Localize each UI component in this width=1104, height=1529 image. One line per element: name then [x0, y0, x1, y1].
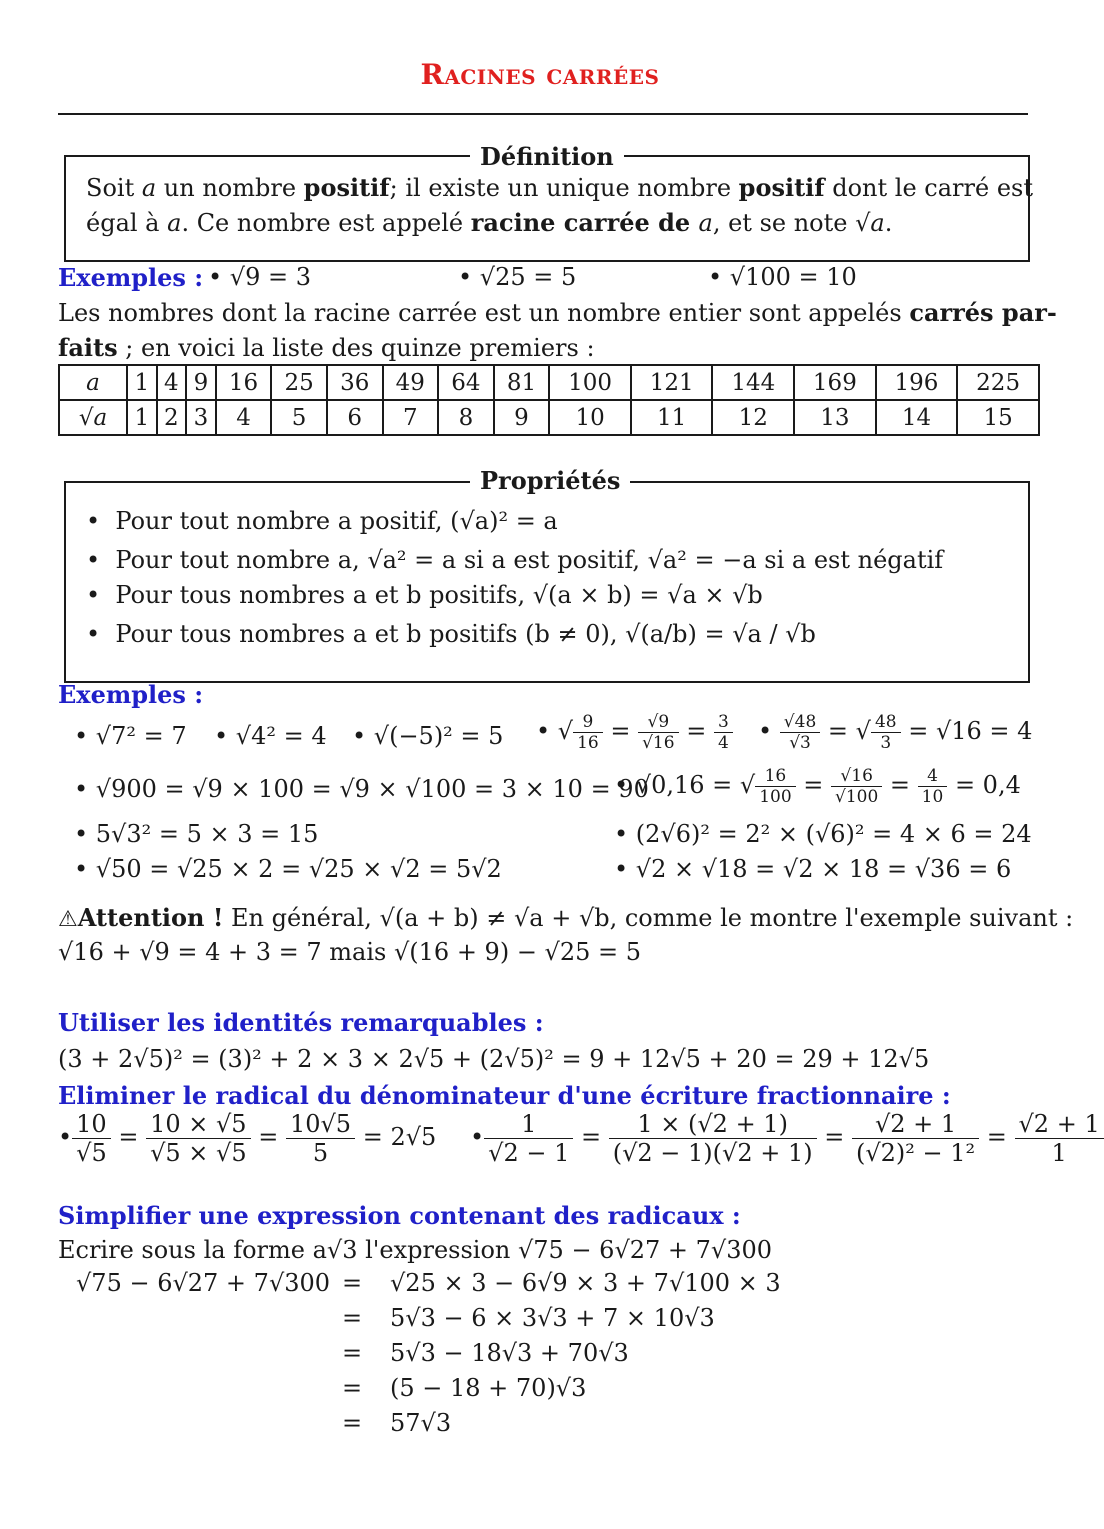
- properties-heading: Propriétés: [470, 466, 630, 495]
- page-title: Racines carrées: [420, 58, 660, 91]
- property-1: • Pour tout nombre a positif, (√a)² = a: [86, 507, 558, 535]
- example-row-1: • √7² = 7: [74, 722, 187, 750]
- table-row: a 1 4 9 16 25 36 49 64 81 100 121 144 169 196 225: [59, 365, 1039, 400]
- property-4: • Pour tous nombres a et b positifs (b ≠ 0), √(a/b) = √a / √b: [86, 620, 816, 648]
- perfect-squares-text-1: Les nombres dont la racine carrée est un nombre entier sont appelés carrés par-: [58, 298, 1057, 327]
- example-row-2-right: • √0,16 = √ $\frac{16}{100}$ = $\frac{√16}{√100}$ = $\frac{4}{10}$ = 0,4: [614, 766, 1021, 807]
- title-rule: [58, 113, 1028, 115]
- simplify-intro: Ecrire sous la forme a√3 l'expression √75 − 6√27 + 7√300: [58, 1236, 773, 1264]
- definition-line-1: Soit a un nombre positif; il existe un unique nombre positif dont le carré est: [86, 173, 1033, 202]
- warning-icon: ⚠: [58, 907, 78, 932]
- simplify-eq-5: =: [342, 1409, 363, 1437]
- attention-line-2: √16 + √9 = 4 + 3 = 7 mais √(16 + 9) − √25 = 5: [58, 938, 642, 966]
- table-row: √a 1 2 3 4 5 6 7 8 9 10 11 12 13 14 15: [59, 400, 1039, 435]
- rationalize-example-1: • $\frac{10}{√5}$ = $\frac{10 \times √5}{√5 \times √5}$ = $\frac{10√5}{5}$ = 2√5: [58, 1110, 437, 1167]
- simplify-eq-2: =: [342, 1304, 363, 1332]
- simplify-lhs: √75 − 6√27 + 7√300: [76, 1269, 331, 1297]
- simplify-step-4: (5 − 18 + 70)√3: [390, 1374, 587, 1402]
- definition-line-2: égal à a. Ce nombre est appelé racine carrée de a, et se note √a.: [86, 208, 893, 237]
- simplify-eq-1: =: [342, 1269, 363, 1297]
- simplify-step-3: 5√3 − 18√3 + 70√3: [390, 1339, 629, 1367]
- perfect-squares-table: [58, 364, 1040, 436]
- example-row-4-right: • √2 × √18 = √2 × 18 = √36 = 6: [614, 855, 1012, 883]
- rationalize-example-2: • $\frac{1}{√2 - 1}$ = $\frac{1 \times (√2 + 1)}{(√2 - 1)(√2 + 1)}$ = $\frac{√2 + 1}{\text{(√2)² − 1²}}$ = $\frac{√2 + 1}{1}$: [470, 1110, 1104, 1167]
- examples-1: Exemples : • √9 = 3 • √25 = 5 • √100 = 10: [58, 263, 857, 292]
- perfect-squares-text-2: faits ; en voici la liste des quinze premiers :: [58, 333, 595, 362]
- example-row-4-left: • √50 = √25 × 2 = √25 × √2 = 5√2: [74, 855, 502, 883]
- simplify-eq-4: =: [342, 1374, 363, 1402]
- identities-heading: Utiliser les identités remarquables :: [58, 1008, 544, 1037]
- examples-label: Exemples :: [58, 263, 204, 292]
- simplify-heading: Simplifier une expression contenant des radicaux :: [58, 1201, 741, 1230]
- simplify-step-5: 57√3: [390, 1409, 452, 1437]
- property-3: • Pour tous nombres a et b positifs, √(a × b) = √a × √b: [86, 581, 763, 609]
- simplify-eq-3: =: [342, 1339, 363, 1367]
- rationalize-heading: Eliminer le radical du dénominateur d'une écriture fractionnaire :: [58, 1081, 951, 1110]
- simplify-step-2: 5√3 − 6 × 3√3 + 7 × 10√3: [390, 1304, 715, 1332]
- example-row-1e: • $\frac{√48}{√3}$ = √ $\frac{48}{3}$ = √16 = 4: [758, 712, 1033, 753]
- definition-heading: Définition: [470, 142, 624, 171]
- example-row-3-left: • 5√3² = 5 × 3 = 15: [74, 820, 319, 848]
- example-row-1c: • √(−5)² = 5: [352, 722, 504, 750]
- attention-line-1: ⚠Attention ! En général, √(a + b) ≠ √a + √b, comme le montre l'exemple suivant :: [58, 903, 1074, 932]
- example-row-1b: • √4² = 4: [214, 722, 327, 750]
- simplify-step-1: √25 × 3 − 6√9 × 3 + 7√100 × 3: [390, 1269, 781, 1297]
- identities-line: (3 + 2√5)² = (3)² + 2 × 3 × 2√5 + (2√5)² = 9 + 12√5 + 20 = 29 + 12√5: [58, 1045, 930, 1073]
- example-row-2-left: • √900 = √9 × 100 = √9 × √100 = 3 × 10 = 90: [74, 775, 649, 803]
- property-2: • Pour tout nombre a, √a² = a si a est positif, √a² = −a si a est négatif: [86, 546, 944, 574]
- example-row-3-right: • (2√6)² = 2² × (√6)² = 4 × 6 = 24: [614, 820, 1032, 848]
- example-row-1d: • √ $\frac{9}{16}$ = $\frac{√9}{√16}$ = $\frac{3}{4}$: [536, 712, 733, 753]
- examples-2-label: Exemples :: [58, 680, 204, 709]
